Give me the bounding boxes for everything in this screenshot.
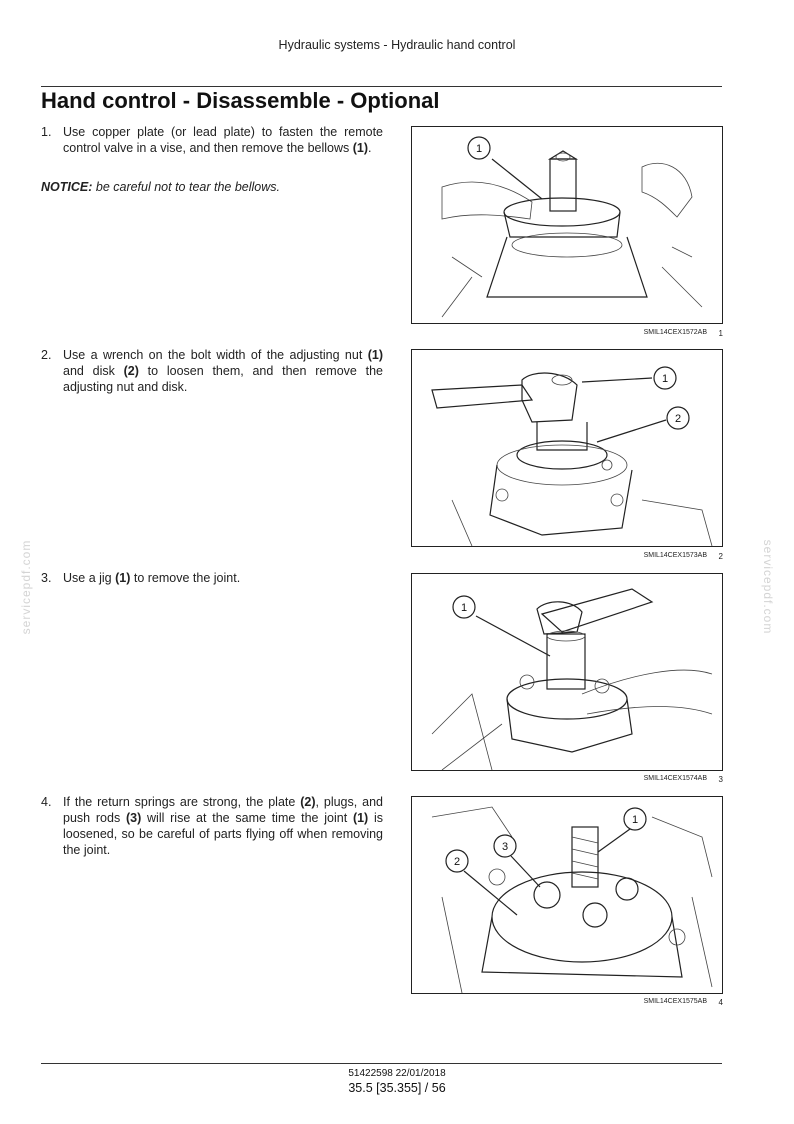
svg-text:1: 1 (475, 143, 483, 155)
notice-text: be careful not to tear the bellows. (92, 180, 281, 194)
callout-1 (468, 137, 490, 159)
step-text-part: . (368, 141, 372, 155)
leader-line (598, 829, 630, 852)
plate-push-rod-drawing (412, 797, 722, 993)
callout-2 (667, 407, 689, 429)
callout-ref: (2) (123, 364, 139, 378)
figure-number: 4 (718, 998, 723, 1007)
figure-code: SMIL14CEX1574AB (643, 775, 707, 782)
figure-number: 1 (718, 329, 723, 338)
footer-doc-id: 51422598 22/01/2018 (348, 1068, 446, 1079)
callout-1 (654, 367, 676, 389)
leader-line (597, 420, 666, 442)
svg-text:2: 2 (674, 413, 682, 425)
figure-1-illustration (411, 126, 723, 324)
callout-3 (494, 835, 516, 857)
figure-2-illustration (411, 349, 723, 547)
step-text-part: If the return springs are strong, the plate (63, 795, 301, 809)
figure-number: 2 (718, 552, 723, 561)
callout-1 (453, 596, 475, 618)
step-text (63, 794, 383, 858)
footer-page-number: 35.5 [35.355] / 56 (348, 1081, 446, 1095)
step-text (63, 124, 383, 156)
step-text-part: Use copper plate (or lead plate) to fasten the remote control valve in a vise, and then remove the bellows (63, 125, 383, 155)
footer-rule (41, 1063, 722, 1064)
step-text (63, 570, 383, 586)
adjusting-nut-removal-drawing (412, 350, 722, 546)
step-text-part: Use a wrench on the bolt width of the adjusting nut (63, 348, 368, 362)
step-text-part: to loosen them, and then remove the adjusting nut and disk. (63, 364, 384, 394)
jig-joint-removal-drawing (412, 574, 722, 770)
notice-label: NOTICE: (41, 180, 93, 194)
callout-ref: (1) (352, 141, 369, 155)
step-3 (41, 570, 383, 586)
step-text-part: and disk (63, 364, 124, 378)
step-number: 2. (41, 348, 52, 362)
callout-1 (624, 808, 646, 830)
step-text-part: Use a jig (63, 571, 116, 585)
svg-text:1: 1 (631, 814, 639, 826)
step-text-part: is loosened, so be careful of parts flying off when removing the joint. (63, 811, 384, 857)
header-rule (41, 86, 722, 87)
step-text (63, 347, 383, 395)
step-number: 3. (41, 571, 52, 585)
running-header: Hydraulic systems - Hydraulic hand control (278, 38, 516, 52)
step-4 (41, 794, 383, 858)
svg-text:3: 3 (501, 841, 509, 853)
figure-number: 3 (718, 775, 723, 784)
callout-2 (446, 850, 468, 872)
step-text-part: will rise at the same time the joint (141, 811, 353, 825)
figure-code: SMIL14CEX1572AB (643, 329, 707, 336)
notice (41, 180, 383, 194)
leader-line (464, 871, 517, 915)
callout-ref: (1) (352, 811, 369, 825)
callout-ref: (1) (115, 571, 131, 585)
callout-ref: (2) (300, 795, 316, 809)
leader-line (476, 616, 550, 656)
svg-text:1: 1 (661, 373, 669, 385)
page-title: Hand control - Disassemble - Optional (41, 88, 440, 113)
watermark-right: servicepdf.com (761, 539, 775, 635)
step-2 (41, 347, 383, 395)
leader-line (582, 378, 652, 382)
step-text-part: to remove the joint. (130, 571, 241, 585)
svg-text:2: 2 (453, 856, 461, 868)
figure-4-illustration (411, 796, 723, 994)
figure-code: SMIL14CEX1575AB (643, 998, 707, 1005)
callout-ref: (1) (367, 348, 383, 362)
step-number: 1. (41, 125, 52, 139)
callout-ref: (3) (125, 811, 142, 825)
figure-code: SMIL14CEX1573AB (643, 552, 707, 559)
watermark-left: servicepdf.com (19, 539, 33, 635)
figure-3-illustration (411, 573, 723, 771)
bellows-removal-drawing (412, 127, 722, 323)
svg-text:1: 1 (460, 602, 468, 614)
step-1 (41, 124, 383, 156)
step-number: 4. (41, 795, 52, 809)
step-text-part: , plugs, and push rods (63, 795, 383, 825)
